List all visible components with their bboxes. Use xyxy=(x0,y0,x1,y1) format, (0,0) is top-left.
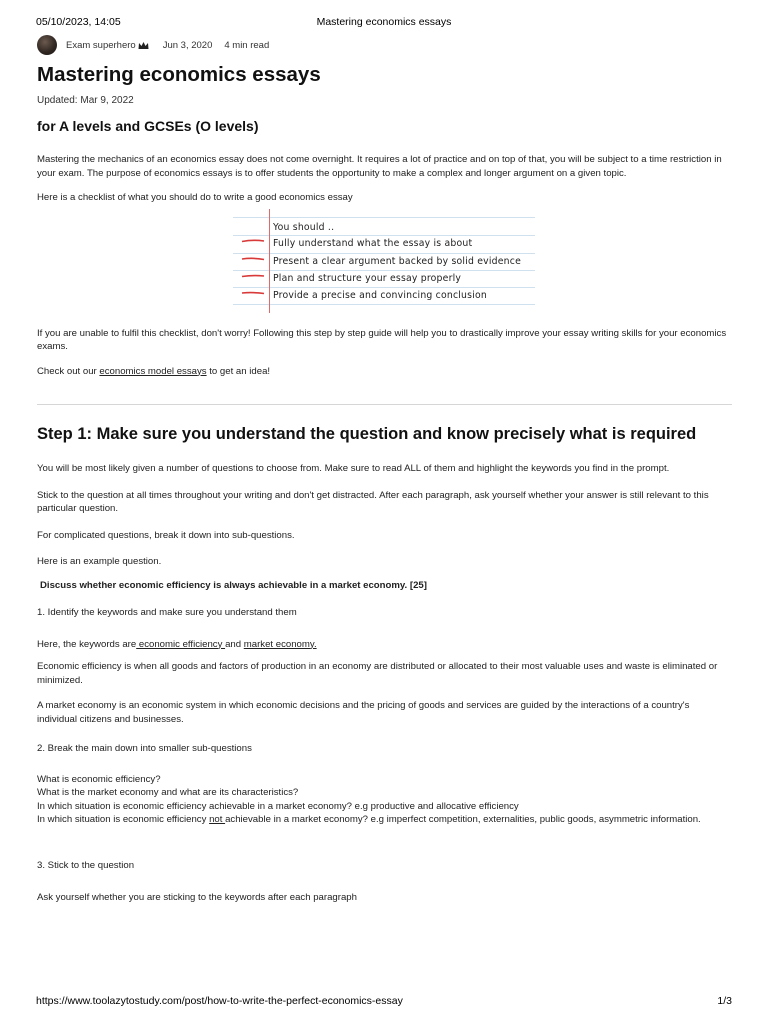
red-dash-icon xyxy=(241,274,265,278)
model-essays-paragraph xyxy=(37,365,732,379)
read-time: 4 min read xyxy=(224,39,270,51)
print-page-number: 1/3 xyxy=(717,995,732,1007)
step1-paragraph: Here is an example question. xyxy=(37,556,162,567)
checklist-image xyxy=(233,215,535,311)
post-date: Jun 3, 2020 xyxy=(162,39,213,51)
step1-paragraph: Stick to the question at all times throughout your writing and don't get distracted. After each paragraph, ask yourself whether your answer is still relevant to this particular question. xyxy=(37,489,709,514)
checklist-item: Fully understand what the essay is about xyxy=(273,237,473,249)
red-dash-icon xyxy=(241,239,265,243)
definition-economic-efficiency: Economic efficiency is when all goods and factors of production in an economy are distributed or allocated to their most valuable uses and waste is eliminated or minimized. xyxy=(37,661,718,686)
checklist-heading: You should .. xyxy=(273,221,335,233)
sub-question: In which situation is economic efficiency achievable in a market economy? e.g productive and allocative efficiency xyxy=(37,800,519,812)
keywords-mid: and xyxy=(225,638,244,650)
print-footer xyxy=(36,995,732,1009)
red-dash-icon xyxy=(241,291,265,295)
ruled-line xyxy=(233,270,535,271)
sub-question-post: achievable in a market economy? e.g imperfect competition, externalities, public goods, asymmetric information. xyxy=(225,814,701,825)
example-question: Discuss whether economic efficiency is always achievable in a market economy. [25] xyxy=(40,579,427,591)
ruled-line xyxy=(233,253,535,254)
ruled-line xyxy=(233,235,535,236)
sub-question-not: not xyxy=(209,814,226,825)
step1-heading: Step 1: Make sure you understand the question and know precisely what is required xyxy=(37,425,697,443)
author-name[interactable]: Exam superhero xyxy=(66,39,136,51)
sub-question: What is the market economy and what are its characteristics? xyxy=(37,787,299,798)
step1-paragraph: Ask yourself whether you are sticking to the keywords after each paragraph xyxy=(37,892,357,903)
page-title: Mastering economics essays xyxy=(37,63,321,86)
crown-icon xyxy=(138,41,149,50)
step1-paragraph: You will be most likely given a number of questions to choose from. Make sure to read ALL of them and highlight the keywords you find in the prompt. xyxy=(37,463,670,474)
sub-step-3: 3. Stick to the question xyxy=(37,859,135,871)
checklist-item: Provide a precise and convincing conclusion xyxy=(273,289,487,301)
keywords-paragraph xyxy=(37,638,732,652)
sub-questions-list xyxy=(37,773,732,827)
step1-paragraph: For complicated questions, break it down into sub-questions. xyxy=(37,529,295,541)
author-avatar[interactable] xyxy=(37,35,57,55)
article xyxy=(37,34,732,905)
intro-paragraph: Mastering the mechanics of an economics essay does not come overnight. It requires a lot of practice and on top of that, you will be subject to a time restriction in your exam. The purpose of economics essays is to offer students the opportunity to make a complex and longer argument on a given topic. xyxy=(37,154,722,179)
sub-step-1: 1. Identify the keywords and make sure you understand them xyxy=(37,607,297,618)
section-divider xyxy=(37,404,732,405)
print-title: Mastering economics essays xyxy=(316,16,452,28)
model-essays-pre: Check out our xyxy=(37,365,100,377)
sub-step-2: 2. Break the main down into smaller sub-questions xyxy=(37,743,252,754)
subtitle: for A levels and GCSEs (O levels) xyxy=(37,118,259,134)
ruled-line xyxy=(233,287,535,288)
red-dash-icon xyxy=(241,257,265,261)
checklist-reassurance: If you are unable to fulfil this checklist, don't worry! Following this step by step guide will help you to drastically improve your essay writing skills for your economics exams. xyxy=(37,327,727,352)
ruled-line xyxy=(233,304,535,305)
model-essays-link[interactable]: economics model essays xyxy=(99,365,207,377)
checklist-item: Present a clear argument backed by solid evidence xyxy=(273,255,521,267)
sub-question-pre: In which situation is economic efficiency xyxy=(37,814,210,825)
post-meta xyxy=(37,34,732,56)
sub-question xyxy=(37,813,732,827)
print-url: https://www.toolazytostudy.com/post/how-to-write-the-perfect-economics-essay xyxy=(36,995,403,1007)
print-datetime: 05/10/2023, 14:05 xyxy=(36,16,121,28)
keyword-economic-efficiency-link[interactable]: economic efficiency xyxy=(136,638,226,650)
checklist-item: Plan and structure your essay properly xyxy=(273,272,462,284)
updated-date: Updated: Mar 9, 2022 xyxy=(37,95,134,106)
checklist-intro: Here is a checklist of what you should do to write a good economics essay xyxy=(37,192,353,203)
sub-question: What is economic efficiency? xyxy=(37,773,161,785)
definition-market-economy: A market economy is an economic system in which economic decisions and the pricing of goods and services are guided by the interactions of a country's individual citizens and businesses. xyxy=(37,700,690,725)
keyword-market-economy-link[interactable]: market economy. xyxy=(243,638,317,650)
print-header xyxy=(36,16,732,30)
ruled-line xyxy=(233,217,535,218)
margin-line xyxy=(269,209,270,313)
model-essays-post: to get an idea! xyxy=(206,365,271,377)
keywords-pre: Here, the keywords are xyxy=(37,638,137,650)
